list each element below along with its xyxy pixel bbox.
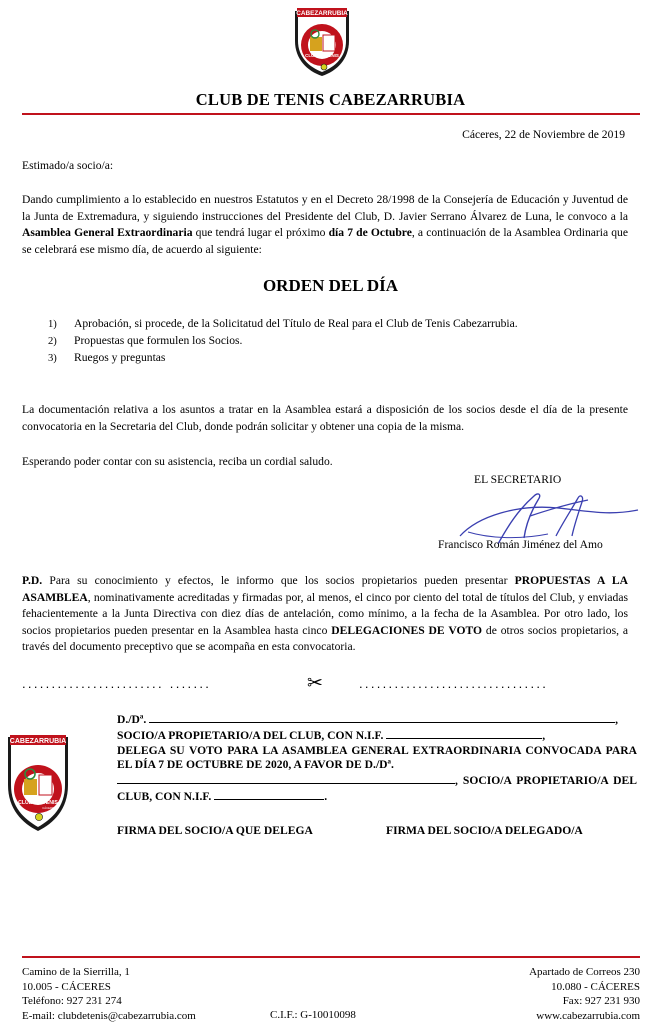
- signature-delegate-label: FIRMA DEL SOCIO/A DELEGADO/A: [386, 824, 583, 837]
- footer-postal-right: 10.080 - CÁCERES: [551, 980, 640, 993]
- greeting: Estimado/a socio/a:: [22, 159, 114, 172]
- footer-postal: 10.005 - CÁCERES: [22, 980, 111, 993]
- logo-banner-text: CABEZARRUBIA: [296, 10, 348, 18]
- form-line-delegate: DELEGA SU VOTO PARA LA ASAMBLEA GENERAL EXTRAORDINARIA CONVOCADA PARA EL DÍA 7 DE OCTUBRE DE 2020, A FAVOR DE D./Dª.: [117, 743, 637, 772]
- footer-address: Camino de la Sierrilla, 1: [22, 966, 130, 978]
- agenda-list: [48, 316, 518, 367]
- footer-fax: Fax: 927 231 930: [562, 995, 640, 1008]
- list-item: 3) Ruegos y preguntas: [48, 351, 166, 364]
- letter-date: Cáceres, 22 de Noviembre de 2019: [462, 128, 625, 141]
- logo-ring-text-large: CLUB DE TENIS: [18, 800, 58, 806]
- footer-cif: C.I.F.: G-10010098: [270, 1009, 356, 1021]
- signer-title: EL SECRETARIO: [474, 473, 562, 486]
- form-line-nif: SOCIO/A PROPIETARIO/A DEL CLUB, CON N.I.F. ,: [117, 728, 546, 742]
- footer-po-box: Apartado de Correos 230: [529, 966, 640, 978]
- club-logo: [293, 5, 351, 77]
- logo-ring-text: CLUB DE TENIS: [305, 53, 339, 58]
- name-field[interactable]: [149, 712, 615, 723]
- delegate-name-field[interactable]: [117, 773, 455, 784]
- signature-delegator-label: FIRMA DEL SOCIO/A QUE DELEGA: [117, 824, 313, 837]
- logo-city-text: CÁCERES: [42, 806, 56, 810]
- signer-name: Francisco Román Jiménez del Amo: [438, 538, 603, 551]
- nif-field[interactable]: [386, 728, 542, 739]
- page-title: CLUB DE TENIS CABEZARRUBIA: [195, 90, 466, 109]
- footer-website[interactable]: www.cabezarrubia.com: [536, 1009, 640, 1022]
- footer-contact-right: [529, 965, 640, 1023]
- list-item: 2) Propuestas que formulen los Socios.: [48, 334, 243, 347]
- postscript-paragraph: P.D. Para su conocimiento y efectos, le informo que los socios propietarios pueden presentar PROPUESTAS A LA ASAMBLEA, nominativamente acreditadas y firmadas por, al menos, el cinco por ciento del total de títulos del Club, y enviadas fehacientemente a la Junta Directiva con diez días de antelación, como mínimo, a la fecha de la Asamblea. Por otro lado, los socios propietarios pueden presentar en la Asamblea hasta cinco DELEGACIONES DE VOTO de otros socios propietarios, a través del documento preceptivo que se acompaña en esta convocatoria.: [22, 574, 629, 654]
- footer-contact: [22, 965, 196, 1023]
- form-line-name: D./Dª. ,: [117, 713, 619, 726]
- club-logo-large: [6, 733, 70, 833]
- header-divider: [22, 113, 640, 115]
- list-item: 1) Aprobación, si procede, de la Solicitatud del Título de Real para el Club de Tenis Cabezarrubia.: [48, 317, 518, 330]
- scissors-icon: ✂: [307, 673, 323, 694]
- delegation-form: [117, 712, 637, 805]
- closing-paragraph: Esperando poder contar con su asistencia, reciba un cordial saludo.: [22, 455, 333, 468]
- cut-line: [22, 673, 638, 696]
- form-line-delegate-name: , SOCIO/A PROPIETARIO/A DEL CLUB, CON N.I.F. .: [117, 774, 637, 803]
- logo-banner-text-large: CABEZARRUBIA: [9, 738, 67, 745]
- footer-email[interactable]: E-mail: clubdetenis@cabezarrubia.com: [22, 1009, 196, 1022]
- cut-dots-left: ........................ .......: [22, 676, 212, 691]
- footer-phone: Teléfono: 927 231 274: [22, 995, 122, 1008]
- documentation-paragraph: La documentación relativa a los asuntos a tratar en la Asamblea estará a disposición de los socios desde el día de la presente convocatoria en la Secretaria del Club, donde podrán solicitar y obtener una copia de la misma.: [22, 403, 628, 433]
- delegate-nif-field[interactable]: [214, 789, 324, 800]
- cut-dots-right: ................................: [359, 676, 549, 691]
- intro-paragraph: Dando cumplimiento a lo establecido en nuestros Estatutos y en el Decreto 28/1998 de la Consejería de Educación y Juventud de la Junta de Extremadura, y siguiendo instrucciones del Presidente del Club, D. Javier Serrano Álvarez de Luna, le convoco a la Asamblea General Extraordinaria que tendrá lugar el próximo día 7 de Octubre, a continuación de la Asamblea Ordinaria que se celebrará ese mismo día, de acuerdo al siguiente:: [22, 193, 628, 256]
- footer-divider: [22, 956, 640, 958]
- agenda-title: ORDEN DEL DÍA: [262, 276, 399, 295]
